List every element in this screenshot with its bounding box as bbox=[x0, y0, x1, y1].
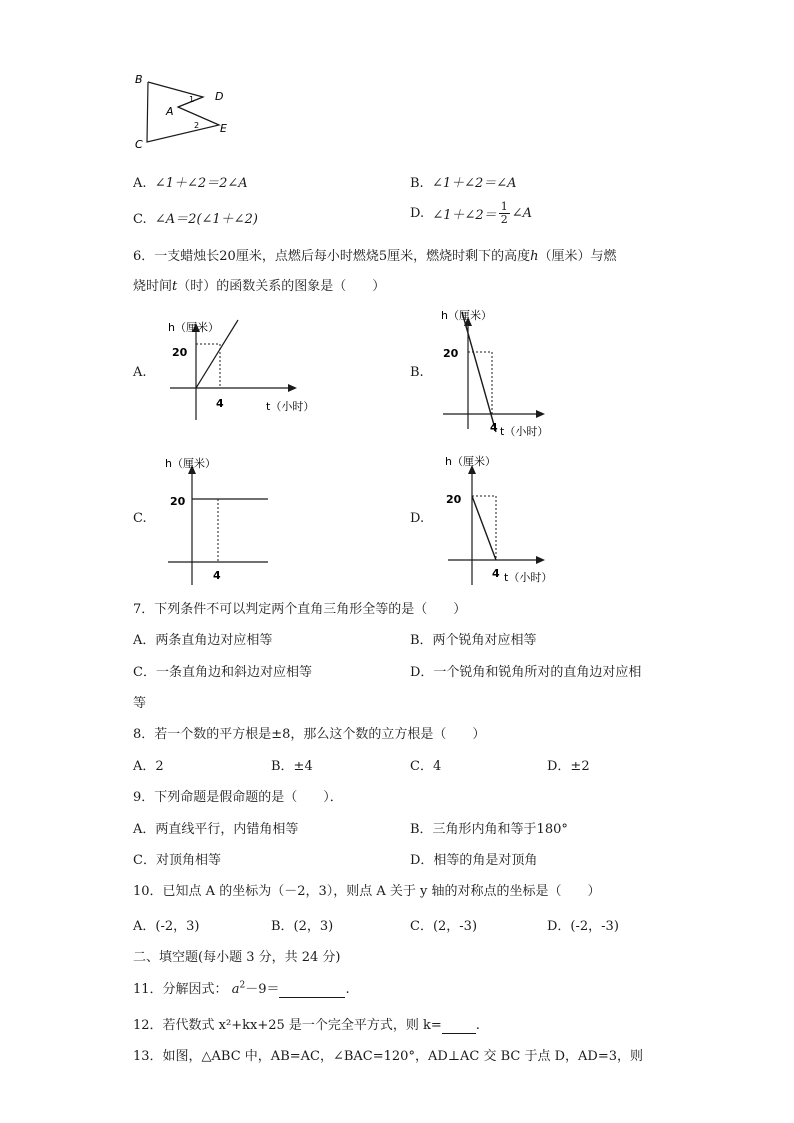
q5-option-c-label: C. bbox=[133, 212, 147, 227]
q5-option-c-text: ∠A＝2(∠1＋∠2) bbox=[154, 212, 258, 227]
q10-option-b[interactable]: B．(2，3) bbox=[271, 919, 334, 934]
graph-c-y20: 20 bbox=[170, 495, 186, 508]
q12 bbox=[133, 1014, 480, 1034]
graph-b-ylabel: h（厘米） bbox=[441, 309, 492, 322]
point-e-label: E bbox=[220, 122, 227, 135]
q10-option-a[interactable]: A．(-2，3) bbox=[133, 919, 200, 934]
graph-d-ylabel: h（厘米） bbox=[445, 455, 496, 468]
point-b-label: B bbox=[135, 73, 143, 86]
q11 bbox=[133, 978, 350, 998]
q11-var-a: a bbox=[231, 982, 240, 997]
q9-option-c[interactable]: C．对顶角相等 bbox=[133, 853, 221, 868]
q8-option-a[interactable]: A．2 bbox=[133, 759, 164, 774]
q8-stem: 8．若一个数的平方根是±8，那么这个数的立方根是（ ） bbox=[133, 727, 486, 742]
graph-a-y20: 20 bbox=[172, 346, 188, 359]
q8-option-c[interactable]: C．4 bbox=[410, 759, 442, 774]
q6-text: 6．一支蜡烛长 bbox=[133, 249, 220, 264]
q5-option-c[interactable] bbox=[133, 208, 258, 227]
graph-d-y20: 20 bbox=[446, 493, 462, 506]
q11-exponent: 2 bbox=[239, 980, 246, 991]
q6-number-20: 20 bbox=[219, 249, 236, 264]
q9-stem: 9．下列命题是假命题的是（ ）． bbox=[133, 790, 343, 805]
angle-2-label: 2 bbox=[194, 121, 200, 130]
q5-option-b-text: ∠1＋∠2＝∠A bbox=[431, 176, 517, 191]
graph-d-x4: 4 bbox=[492, 567, 500, 580]
q6-var-t: t bbox=[172, 279, 178, 294]
q6-text: 烧时间 bbox=[133, 279, 173, 294]
q9-option-a[interactable]: A．两直线平行，内错角相等 bbox=[133, 822, 299, 837]
fraction-numerator: 1 bbox=[500, 200, 508, 213]
q10-option-c[interactable]: C．(2，-3) bbox=[410, 919, 478, 934]
q7-option-d-continued: 等 bbox=[133, 696, 147, 711]
q5-option-d-post: ∠A bbox=[511, 206, 532, 221]
quadrilateral-figure bbox=[130, 70, 240, 150]
q5-option-d[interactable] bbox=[410, 201, 532, 226]
fraction-denominator: 2 bbox=[500, 213, 508, 226]
graph-b-x4: 4 bbox=[490, 421, 498, 434]
q11-prefix: 11．分解因式： bbox=[133, 982, 228, 997]
q7-stem: 7．下列条件不可以判定两个直角三角形全等的是（ ） bbox=[133, 602, 467, 617]
q6-option-d-label[interactable]: D. bbox=[410, 511, 425, 526]
q13-stem: 13．如图，△ABC 中，AB=AC，∠BAC=120°，AD⊥AC 交 BC 于点 D，AD=3，则 bbox=[133, 1049, 643, 1064]
q6-graph-c[interactable] bbox=[160, 450, 320, 590]
q5-option-a-label: A. bbox=[133, 176, 147, 191]
q12-text: 12．若代数式 x²+kx+25 是一个完全平方式，则 k= bbox=[133, 1018, 442, 1033]
q5-option-b[interactable] bbox=[410, 172, 517, 191]
q6-text: （时）的函数关系的图象是（ ） bbox=[177, 279, 386, 294]
q6-option-a-label[interactable]: A. bbox=[133, 365, 147, 380]
q6-stem-line1 bbox=[133, 245, 617, 264]
angle-1-label: 1 bbox=[189, 95, 195, 104]
q6-graph-b[interactable] bbox=[438, 304, 618, 439]
graph-a-xlabel: t（小时） bbox=[266, 400, 315, 413]
graph-c-ylabel: h（厘米） bbox=[165, 457, 216, 470]
q5-option-a[interactable] bbox=[133, 172, 248, 191]
q5-option-b-label: B. bbox=[410, 176, 424, 191]
q6-graph-a[interactable] bbox=[160, 310, 340, 430]
point-a-label: A bbox=[166, 105, 174, 118]
section-2-title: 二、填空题(每小题 3 分，共 24 分) bbox=[133, 950, 341, 965]
graph-c-x4: 4 bbox=[213, 569, 221, 582]
q7-option-b[interactable]: B．两个锐角对应相等 bbox=[410, 633, 537, 648]
q12-period: . bbox=[475, 1018, 480, 1033]
graph-b-xlabel: t（小时） bbox=[500, 425, 549, 438]
q6-graph-d[interactable] bbox=[440, 450, 620, 590]
q9-option-d[interactable]: D．相等的角是对顶角 bbox=[410, 853, 538, 868]
q7-option-a[interactable]: A．两条直角边对应相等 bbox=[133, 633, 273, 648]
graph-a-ylabel: h（厘米） bbox=[168, 321, 219, 334]
q10-stem: 10．已知点 A 的坐标为（－2，3），则点 A 关于 y 轴的对称点的坐标是（ ） bbox=[133, 884, 601, 899]
graph-b-y20: 20 bbox=[443, 347, 459, 360]
graph-d-xlabel: t（小时） bbox=[504, 571, 553, 584]
q9-option-b[interactable]: B．三角形内角和等于180° bbox=[410, 822, 568, 837]
q5-option-d-label: D. bbox=[410, 206, 425, 221]
q7-option-c[interactable]: C．一条直角边和斜边对应相等 bbox=[133, 665, 312, 680]
q6-number-5: 5 bbox=[378, 249, 388, 264]
fraction-one-half bbox=[499, 201, 510, 226]
q12-answer-blank[interactable] bbox=[442, 1018, 476, 1034]
q8-option-d[interactable]: D．±2 bbox=[547, 759, 590, 774]
q6-text: 厘米，燃烧时剩下的高度 bbox=[387, 249, 531, 264]
q6-text: 厘米，点燃后每小时燃烧 bbox=[235, 249, 379, 264]
q11-period: . bbox=[345, 982, 350, 997]
q11-answer-blank[interactable] bbox=[279, 982, 345, 998]
q8-option-b[interactable]: B．±4 bbox=[271, 759, 313, 774]
q6-text: （厘米）与燃 bbox=[538, 249, 617, 264]
q5-option-d-pre: ∠1＋∠2＝ bbox=[432, 208, 497, 223]
q6-var-h: h bbox=[530, 249, 539, 264]
q10-option-d[interactable]: D．(-2，-3) bbox=[547, 919, 619, 934]
q6-option-b-label[interactable]: B. bbox=[410, 365, 424, 380]
point-c-label: C bbox=[135, 138, 143, 151]
graph-a-x4: 4 bbox=[216, 397, 224, 410]
q6-stem-line2 bbox=[133, 275, 385, 294]
q6-option-c-label[interactable]: C. bbox=[133, 511, 147, 526]
q5-option-a-text: ∠1＋∠2＝2∠A bbox=[154, 176, 248, 191]
q11-expr-rest: －9＝ bbox=[245, 982, 280, 997]
q7-option-d[interactable]: D．一个锐角和锐角所对的直角边对应相 bbox=[410, 665, 642, 680]
point-d-label: D bbox=[215, 90, 224, 103]
